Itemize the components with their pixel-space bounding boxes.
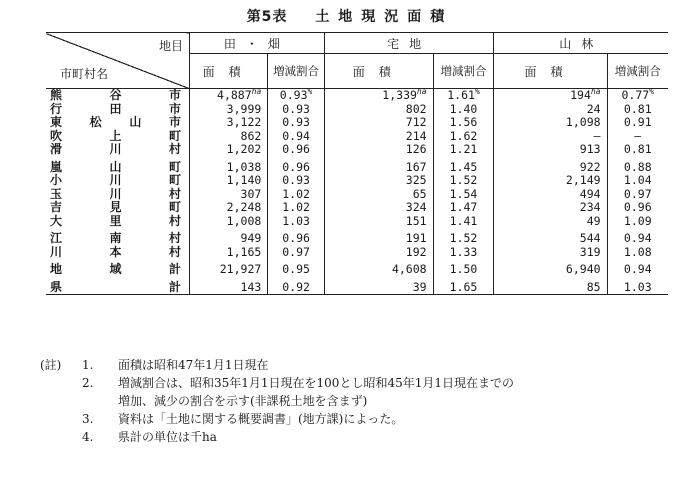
area-header: 面積 [190, 54, 268, 89]
note-text: 増減割合は、昭和35年1月1日現在を100とし昭和45年1月1日現在までの [118, 376, 514, 390]
municipality-name [46, 174, 190, 188]
residential-ratio [433, 116, 494, 130]
forest-area [494, 103, 607, 117]
field-area-value: 1,140 [226, 173, 262, 187]
municipality-name-value: 地域計 [50, 262, 182, 276]
field-ratio [268, 89, 325, 103]
header-corner [46, 33, 190, 89]
field-area [190, 215, 268, 229]
field-area-value: 862 [240, 128, 262, 143]
field-area [190, 246, 268, 260]
residential-area [324, 116, 433, 130]
field-ratio-value: 1.02 [282, 186, 310, 201]
unit-percent: % [649, 87, 655, 97]
residential-ratio [433, 246, 494, 260]
table-row [46, 116, 668, 130]
field-ratio [268, 246, 325, 260]
field-ratio-value: 0.96 [282, 142, 310, 156]
field-ratio [268, 174, 325, 188]
field-ratio-value: 0.95 [282, 262, 310, 276]
note-2 [40, 374, 680, 392]
forest-area-value: 24 [586, 101, 601, 116]
field-area [190, 201, 268, 215]
municipality-name [46, 130, 190, 144]
field-ratio-value: 0.92 [282, 279, 310, 294]
residential-ratio [433, 143, 494, 157]
note-number: 2. [82, 376, 94, 390]
residential-ratio-value: 1.45 [449, 159, 478, 174]
field-ratio-value: 1.02 [282, 200, 310, 214]
field-ratio [268, 259, 325, 277]
residential-area [324, 259, 433, 277]
forest-ratio-value: 0.81 [623, 142, 652, 156]
forest-ratio [607, 188, 668, 202]
residential-area-value: 151 [405, 213, 427, 228]
municipality-name-value: 小川町 [50, 173, 182, 187]
area-header: 面積 [494, 54, 607, 89]
residential-ratio [433, 215, 494, 229]
residential-ratio [433, 228, 494, 246]
table-row [46, 89, 668, 103]
forest-area [494, 188, 607, 202]
forest-ratio [607, 143, 668, 157]
forest-area [494, 215, 607, 229]
table-row [46, 103, 668, 117]
municipality-name [46, 259, 190, 277]
notes-label: (註) [40, 358, 62, 372]
note-2-continued: 増加、減少の割合を示す(非課税土地を含まず) [118, 394, 368, 408]
field-ratio-value: 1.03 [282, 213, 310, 228]
forest-area [494, 116, 607, 130]
municipality-name-value: 吉見町 [50, 200, 182, 214]
residential-ratio [433, 188, 494, 202]
residential-ratio-value: 1.52 [449, 231, 478, 245]
field-ratio-value: 0.93 [282, 115, 310, 129]
table-row [46, 259, 668, 277]
field-area [190, 116, 268, 130]
note-number: 3. [82, 412, 94, 426]
ratio-header: 増減割合 [433, 54, 494, 89]
forest-ratio-value: 0.94 [623, 231, 652, 245]
municipality-name [46, 103, 190, 117]
forest-area [494, 259, 607, 277]
ratio-header: 増減割合 [607, 54, 668, 89]
ratio-header: 増減割合 [268, 54, 325, 89]
forest-area-value: 85 [586, 279, 601, 294]
forest-ratio-value: 0.94 [623, 262, 652, 276]
field-area [190, 130, 268, 144]
field-ratio-value: 0.96 [282, 231, 310, 245]
residential-area-value: 802 [405, 101, 427, 116]
municipality-name-value: 大里村 [50, 213, 182, 228]
forest-ratio [607, 259, 668, 277]
land-area-table [46, 32, 668, 295]
forest-ratio-value: 0.77 [621, 88, 650, 102]
residential-area-value: 167 [405, 159, 427, 174]
field-area [190, 259, 268, 277]
residential-ratio-value: 1.33 [449, 244, 478, 259]
table-row [46, 143, 668, 157]
table-row [46, 157, 668, 175]
field-area-value: 1,202 [226, 142, 262, 156]
area-header: 面積 [324, 54, 433, 89]
municipality-name-value: 熊谷市 [50, 88, 182, 102]
forest-ratio [607, 277, 668, 295]
residential-ratio-value: 1.40 [449, 101, 478, 116]
residential-ratio-value: 1.56 [449, 115, 478, 129]
note-4 [40, 428, 680, 446]
forest-ratio-value: 0.88 [623, 159, 652, 174]
residential-area-value: 65 [412, 186, 427, 201]
residential-area-value: 214 [405, 128, 427, 143]
forest-ratio [607, 246, 668, 260]
municipality-name-value: 吹上町 [50, 128, 182, 143]
field-area [190, 89, 268, 103]
field-area-value: 1,008 [226, 213, 262, 228]
residential-ratio-value: 1.52 [449, 173, 478, 187]
field-area-value: 2,248 [226, 200, 262, 214]
note-text: 面積は昭和47年1月1日現在 [118, 358, 269, 372]
table-title-text: 土地現況面積 [315, 9, 454, 25]
residential-area [324, 89, 433, 103]
field-ratio-value: 0.97 [282, 244, 310, 259]
note-1 [40, 356, 680, 374]
forest-area-value: 1,098 [565, 115, 601, 129]
forest-ratio-value: 1.04 [623, 173, 652, 187]
table-row [46, 174, 668, 188]
field-ratio [268, 143, 325, 157]
residential-ratio-value: 1.41 [449, 213, 478, 228]
forest-area [494, 89, 607, 103]
municipality-name [46, 143, 190, 157]
residential-ratio-value: 1.50 [449, 262, 478, 276]
forest-area-value: 49 [586, 213, 601, 228]
unit-ha: ha [590, 87, 601, 97]
municipality-label: 市町村名 [60, 67, 109, 81]
table-row [46, 130, 668, 144]
forest-area [494, 143, 607, 157]
forest-area [494, 277, 607, 295]
field-ratio [268, 116, 325, 130]
field-ratio [268, 103, 325, 117]
field-area-value: 4,887 [217, 88, 252, 102]
forest-area-value: 544 [579, 231, 601, 245]
field-area [190, 174, 268, 188]
municipality-name [46, 246, 190, 260]
municipality-name [46, 116, 190, 130]
field-area-value: 143 [240, 279, 262, 294]
forest-area-value: 6,940 [565, 262, 601, 276]
field-ratio-value: 0.94 [282, 128, 310, 143]
group-header-fields: 田・畑 [190, 33, 325, 54]
field-ratio [268, 188, 325, 202]
notes [40, 356, 680, 446]
note-number: 4. [82, 430, 94, 444]
forest-ratio-value: 0.91 [623, 115, 652, 129]
table-body [46, 89, 668, 295]
field-area-value: 1,038 [226, 159, 262, 174]
residential-area-value: 192 [405, 244, 427, 259]
forest-area-value: 913 [579, 142, 601, 156]
forest-area [494, 174, 607, 188]
forest-area-value: — [593, 128, 601, 143]
residential-ratio [433, 157, 494, 175]
forest-ratio-value: 1.03 [623, 279, 652, 294]
forest-area-value: 194 [570, 88, 591, 102]
forest-area-value: 2,149 [565, 173, 601, 187]
residential-area [324, 130, 433, 144]
unit-percent: % [474, 87, 480, 97]
field-ratio [268, 157, 325, 175]
residential-ratio [433, 201, 494, 215]
residential-ratio-value: 1.61 [447, 88, 475, 102]
forest-ratio [607, 215, 668, 229]
municipality-name-value: 嵐山町 [50, 159, 182, 174]
municipality-name-value: 県計 [50, 279, 182, 294]
field-ratio-value: 0.93 [279, 88, 308, 102]
residential-ratio [433, 130, 494, 144]
residential-area-value: 712 [405, 115, 427, 129]
field-ratio-value: 0.93 [282, 101, 310, 116]
group-header-forest: 山林 [494, 33, 668, 54]
field-ratio [268, 228, 325, 246]
unit-ha: ha [416, 87, 427, 97]
field-ratio [268, 130, 325, 144]
forest-area-value: 319 [579, 244, 601, 259]
field-area-value: 949 [240, 231, 262, 245]
field-area-value: 3,122 [226, 115, 262, 129]
forest-area-value: 922 [579, 159, 601, 174]
residential-area-value: 191 [405, 231, 427, 245]
field-area [190, 188, 268, 202]
residential-ratio-value: 1.54 [449, 186, 478, 201]
forest-ratio [607, 89, 668, 103]
forest-ratio-value: 0.81 [623, 101, 652, 116]
municipality-name [46, 201, 190, 215]
field-ratio [268, 215, 325, 229]
table-row [46, 246, 668, 260]
field-ratio-value: 0.96 [282, 159, 310, 174]
forest-area-value: 234 [579, 200, 601, 214]
forest-area [494, 201, 607, 215]
municipality-name-value: 東松山市 [50, 115, 182, 129]
residential-area [324, 157, 433, 175]
forest-ratio-value: 1.08 [623, 244, 652, 259]
forest-ratio-value: 1.09 [623, 213, 652, 228]
municipality-name [46, 228, 190, 246]
forest-ratio [607, 103, 668, 117]
unit-percent: % [307, 87, 313, 97]
residential-ratio-value: 1.62 [449, 128, 478, 143]
residential-area [324, 215, 433, 229]
field-area-value: 3,999 [226, 101, 262, 116]
residential-area-value: 1,339 [382, 88, 417, 102]
table-row [46, 228, 668, 246]
municipality-name [46, 188, 190, 202]
municipality-name-value: 玉川村 [50, 186, 182, 201]
forest-area [494, 130, 607, 144]
table-number: 第5表 [246, 9, 288, 25]
note-text: 資料は「土地に関する概要調書」(地方課)によった。 [118, 412, 404, 426]
forest-area-value: 494 [579, 186, 601, 201]
forest-ratio-value: 0.96 [623, 200, 652, 214]
table-row [46, 188, 668, 202]
field-area [190, 277, 268, 295]
field-area [190, 157, 268, 175]
unit-ha: ha [251, 87, 262, 97]
field-ratio [268, 201, 325, 215]
field-ratio-value: 0.93 [282, 173, 310, 187]
forest-ratio-value: 0.97 [623, 186, 652, 201]
residential-area [324, 277, 433, 295]
forest-ratio [607, 130, 668, 144]
residential-area [324, 103, 433, 117]
residential-area [324, 201, 433, 215]
field-area [190, 103, 268, 117]
forest-ratio [607, 157, 668, 175]
residential-ratio [433, 89, 494, 103]
residential-ratio [433, 259, 494, 277]
residential-ratio-value: 1.65 [449, 279, 478, 294]
residential-area [324, 188, 433, 202]
group-header-residential: 宅地 [324, 33, 494, 54]
table-row [46, 277, 668, 295]
note-3 [40, 410, 680, 428]
forest-ratio [607, 174, 668, 188]
forest-area [494, 246, 607, 260]
field-area-value: 307 [240, 186, 262, 201]
note-text: 県計の単位は千ha [118, 430, 217, 444]
forest-area [494, 157, 607, 175]
residential-ratio [433, 103, 494, 117]
residential-area-value: 324 [405, 200, 427, 214]
residential-area [324, 246, 433, 260]
municipality-name [46, 215, 190, 229]
residential-ratio [433, 174, 494, 188]
municipality-name [46, 277, 190, 295]
field-ratio [268, 277, 325, 295]
residential-ratio-value: 1.47 [449, 200, 478, 214]
residential-area [324, 228, 433, 246]
municipality-name [46, 89, 190, 103]
municipality-name-value: 滑川村 [50, 142, 182, 156]
field-area [190, 143, 268, 157]
field-area-value: 1,165 [226, 244, 262, 259]
field-area [190, 228, 268, 246]
residential-ratio [433, 277, 494, 295]
residential-ratio-value: 1.21 [449, 142, 478, 156]
municipality-name-value: 川本村 [50, 244, 182, 259]
forest-ratio [607, 201, 668, 215]
municipality-name-value: 江南村 [50, 231, 182, 245]
table-row [46, 215, 668, 229]
residential-area-value: 325 [405, 173, 427, 187]
residential-area-value: 4,608 [391, 262, 427, 276]
forest-ratio [607, 116, 668, 130]
forest-ratio [607, 228, 668, 246]
municipality-name-value: 行田市 [50, 101, 182, 116]
residential-area [324, 143, 433, 157]
land-type-label: 地目 [159, 39, 184, 53]
forest-ratio-value: — [634, 128, 642, 143]
residential-area-value: 126 [405, 142, 427, 156]
forest-area [494, 228, 607, 246]
municipality-name [46, 157, 190, 175]
table-row [46, 201, 668, 215]
field-area-value: 21,927 [219, 262, 262, 276]
residential-area-value: 39 [412, 279, 427, 294]
table-title [0, 6, 700, 26]
note-number: 1. [82, 358, 94, 372]
residential-area [324, 174, 433, 188]
